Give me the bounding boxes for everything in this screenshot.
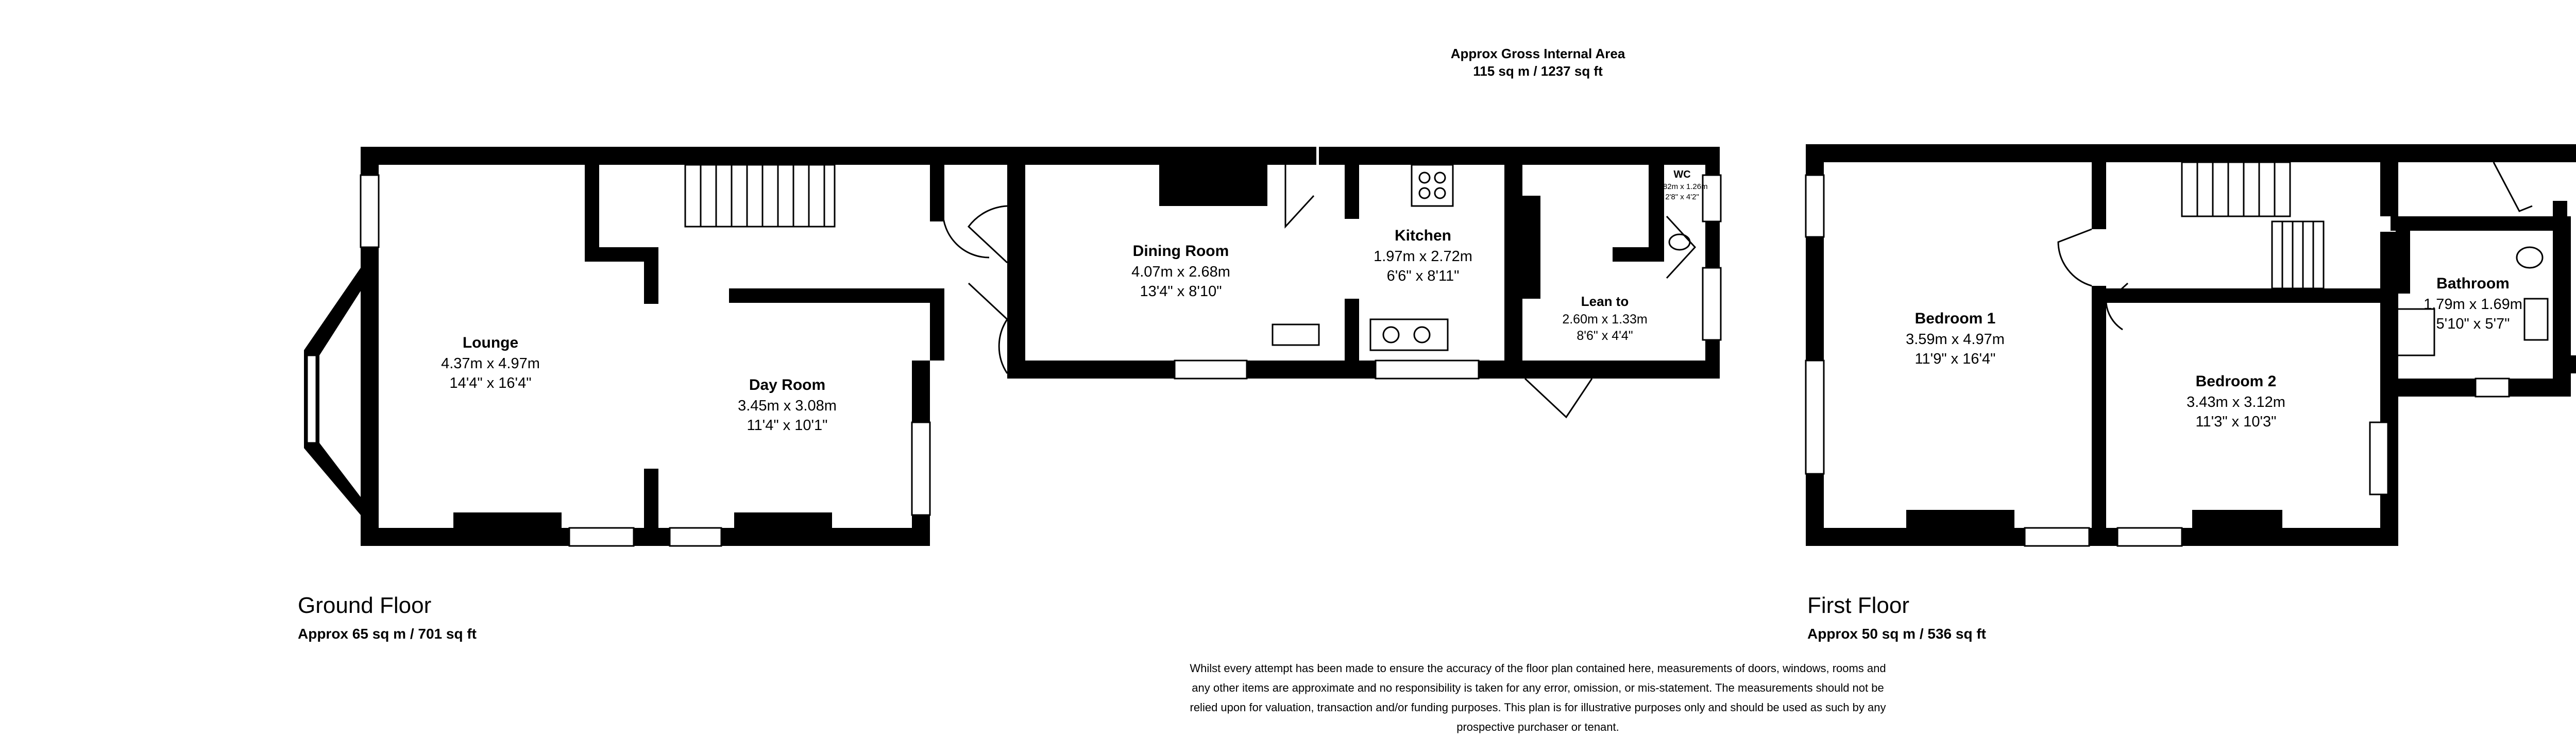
disclaimer-line: any other items are approximate and no responsibility is taken for any error, omission, or mis-statement. The measurements should not be [1192, 681, 1884, 694]
room-name: Kitchen [1394, 227, 1452, 244]
room-imperial: 11'9" x 16'4" [1914, 351, 1996, 367]
room-metric: 1.97m x 2.72m [1374, 248, 1472, 265]
room-wc [1656, 169, 1707, 201]
room-dining-room [1131, 243, 1230, 300]
ground-floor-label: Ground Floor [298, 593, 432, 618]
room-imperial: 2'8" x 4'2" [1665, 193, 1699, 201]
room-day-room [738, 376, 837, 434]
first-floor-area: Approx 50 sq m / 536 sq ft [1807, 626, 1986, 642]
room-name: Bedroom 2 [2195, 373, 2277, 390]
room-name: Lounge [462, 334, 519, 351]
disclaimer-line: relied upon for valuation, transaction and/or funding purposes. This plan is for illustrative purposes only and should be used as such by any [1190, 701, 1886, 714]
room-name: Bathroom [2436, 275, 2510, 292]
disclaimer-line: prospective purchaser or tenant. [1456, 721, 1619, 733]
room-bedroom-2 [2187, 373, 2285, 430]
room-imperial: 6'6" x 8'11" [1386, 268, 1460, 284]
room-imperial: 8'6" x 4'4" [1577, 329, 1633, 343]
room-name: WC [1673, 169, 1691, 180]
room-name: Dining Room [1132, 243, 1229, 260]
room-lean-to [1562, 294, 1647, 343]
room-name: Day Room [749, 376, 826, 393]
room-imperial: 13'4" x 8'10" [1140, 283, 1222, 300]
room-name: Bedroom 1 [1914, 310, 1996, 327]
room-metric: 1.79m x 1.69m [2424, 296, 2522, 313]
room-metric: 3.43m x 3.12m [2187, 394, 2285, 410]
disclaimer-line: Whilst every attempt has been made to ensure the accuracy of the floor plan contained here, measurements of doors, windows, rooms and [1190, 662, 1886, 675]
gross-area-title: Approx Gross Internal Area [1450, 46, 1625, 61]
ground-floor-area: Approx 65 sq m / 701 sq ft [298, 626, 477, 642]
room-kitchen [1374, 227, 1472, 284]
room-metric: 4.07m x 2.68m [1131, 264, 1230, 280]
room-bathroom [2424, 275, 2522, 332]
room-lounge [441, 334, 540, 391]
room-imperial: 5'10" x 5'7" [2436, 316, 2510, 332]
room-metric: 2.60m x 1.33m [1562, 312, 1648, 327]
room-metric: 3.59m x 4.97m [1906, 331, 2005, 348]
room-bedroom-1 [1906, 310, 2005, 367]
gross-area-value: 115 sq m / 1237 sq ft [1473, 63, 1603, 79]
first-stairs [2182, 162, 2324, 288]
room-imperial: 11'3" x 10'3" [2195, 414, 2277, 430]
ground-stairs [685, 165, 835, 227]
room-metric: 3.45m x 3.08m [738, 398, 837, 414]
disclaimer [1190, 662, 1886, 733]
room-metric: 4.37m x 4.97m [441, 355, 540, 372]
room-name: Lean to [1581, 294, 1629, 309]
room-metric: 0.82m x 1.26m [1656, 182, 1708, 191]
first-floor-label: First Floor [1807, 593, 1909, 618]
room-imperial: 14'4" x 16'4" [449, 375, 532, 391]
room-imperial: 11'4" x 10'1" [747, 417, 828, 434]
